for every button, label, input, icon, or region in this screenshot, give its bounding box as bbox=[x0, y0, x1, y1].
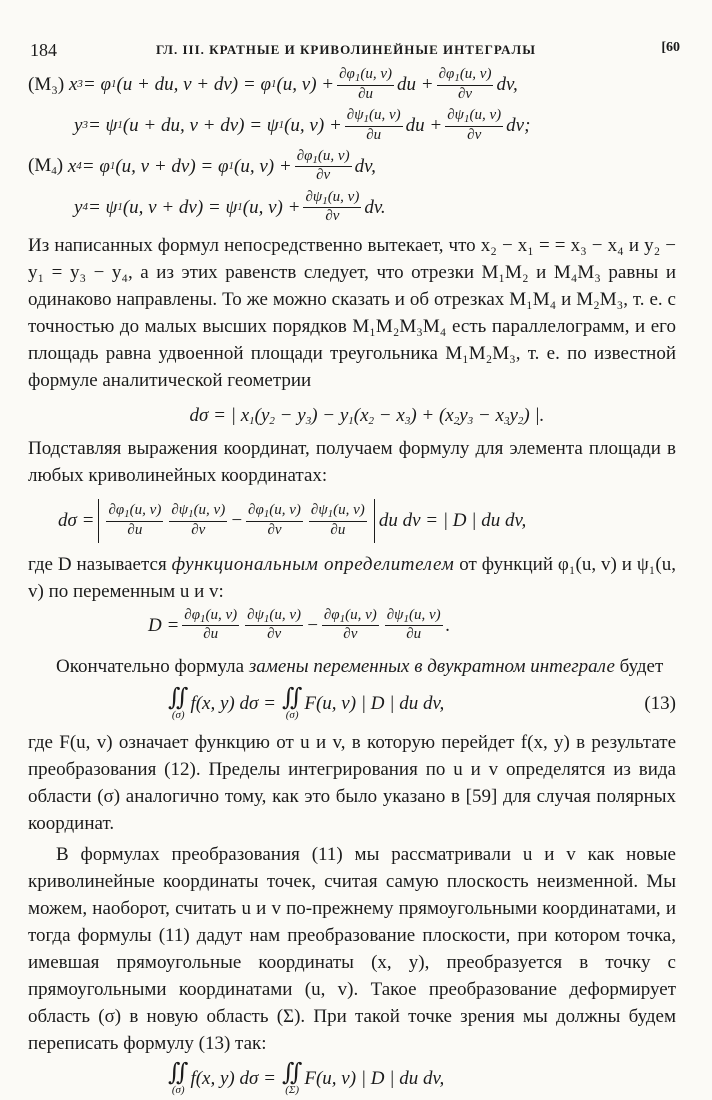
paragraph-determinant bbox=[28, 551, 676, 605]
text-run: где D называется bbox=[28, 553, 172, 575]
section-number: [60 bbox=[661, 40, 680, 55]
equation-dsigma-coords: dσ = | $x_1(y_2 - y_3) - y_1(x_2 - x_3) + (x_2y_3 - x_3y_2)$ |. bbox=[189, 404, 545, 427]
page-number: 184 bbox=[30, 40, 57, 60]
equation-m3-x: (M₃) x 3 = φ 1 (u + du, v + dv) = φ 1 (u, v) + $\frac{\partial\varphi_1(u, v)}{\partial u}$ du + $\frac{\partial\varphi_1(u, v)}{\partial v}$ dv, bbox=[28, 66, 518, 102]
term-change-of-variables: замены переменных в двукратном интеграле bbox=[248, 656, 615, 678]
paragraph-transformation: В формулах преобразования (11) мы рассматривали u и v как новые криволинейные координаты точек, считая самую плоскость неизменной. Мы можем, наоборот, считать u и v по-прежнему прямоугольными координатами, и тогда формулы (11) дадут нам преобразование плоскости, при котором точка, имевшая прямоугольные координаты (x, y), преобразуется в точку с прямоугольными координатами (u, v). Такое преобразование деформирует область (σ) в новую область (Σ). При такой точке зрения мы должны будем переписать формулу (13) так: bbox=[28, 844, 676, 1055]
paragraph-substitution: Подставляя выражения координат, получаем формулу для элемента площади в любых криволинейных координатах: bbox=[28, 437, 676, 486]
equation-13: ∬ (σ) f(x, y) dσ = ∬ (σ) F(u, v) | D | du dv, (13) bbox=[168, 685, 676, 722]
equation-dsigma-jacobian: dσ = $\frac{\partial\varphi_1(u, v)}{\partial u}$ $\frac{\partial\psi_1(u, v)}{\partial v}$ − $\frac{\partial\varphi_1(u, v)}{\partial v}$ $\frac{\partial\psi_1(u, v)}{\partial u}$ du dv = | D | du dv, bbox=[58, 499, 676, 543]
equation-m4-x: $(M_4)$ x 4 = φ 1 (u, v + dv) = φ 1 (u, v) + $\frac{\partial\varphi_1(u, v)}{\partial v}$ dv, bbox=[28, 147, 376, 184]
equation-m3-y: y 3 = ψ 1 (u + du, v + dv) = ψ 1 (u, v) + $\frac{\partial\psi_1(u, v)}{\partial u}$ du + $\frac{\partial\psi_1(u, v)}{\partial v}$ dv; bbox=[74, 106, 531, 143]
equation-m4-y: y 4 = ψ 1 (u, v + dv) = ψ 1 (u, v) + $\frac{\partial\psi_1(u, v)}{\partial v}$ dv. bbox=[74, 188, 386, 225]
paragraph-parallelogram: Из написанных формул непосредственно вытекает, что x₂ − x₁ = = x₃ − x₄ и y₂ − y₁ = y₃ − y₄, а из этих равенств следует, что отрезки M₁M₂ и M₄M₃ равны и одинаково направлены. То же можно сказать и об отрезках M₁M₄ и M₂M₃, т. е. с точностью до малых высших порядков M₁M₂M₃M₄ есть параллелограмм, и его площадь равна удвоенной площади треугольника M₁M₂M₃, т. е. по известной формуле аналитической геометрии bbox=[28, 234, 676, 391]
text-run: от функций φ₁(u, v) и ψ₁(u, v) по переменным u и v: bbox=[28, 553, 676, 602]
text-run: будет bbox=[614, 656, 664, 678]
text-run: Окончательно формула bbox=[56, 656, 249, 678]
running-title: ГЛ. III. КРАТНЫЕ И КРИВОЛИНЕЙНЫЕ ИНТЕГРАЛЫ bbox=[156, 42, 537, 57]
equation-13-rewritten: ∬ (σ) f(x, y) dσ = ∬ (Σ) F(u, v) | D | du dv, bbox=[168, 1060, 445, 1097]
paragraph-limits: где F(u, v) означает функцию от u и v, в которую перейдет f(x, y) в результате преобразования (12). Пределы интегрирования по u и v определятся из вида области (σ) аналогично тому, как это было указано в [59] для случая полярных координат. bbox=[28, 732, 676, 835]
page bbox=[28, 18, 680, 1097]
term-functional-determinant: функциональным определителем bbox=[171, 553, 455, 575]
paragraph-change-variables bbox=[28, 653, 676, 680]
equation-label: (M₃) bbox=[28, 73, 65, 95]
equation-number: (13) bbox=[644, 693, 676, 715]
equation-d-definition: D = $\frac{\partial\varphi_1(u, v)}{\partial u}$ $\frac{\partial\psi_1(u, v)}{\partial v}$ − $\frac{\partial\varphi_1(u, v)}{\partial v}$ $\frac{\partial\psi_1(u, v)}{\partial u}$ . bbox=[148, 606, 451, 643]
running-header bbox=[28, 18, 680, 60]
